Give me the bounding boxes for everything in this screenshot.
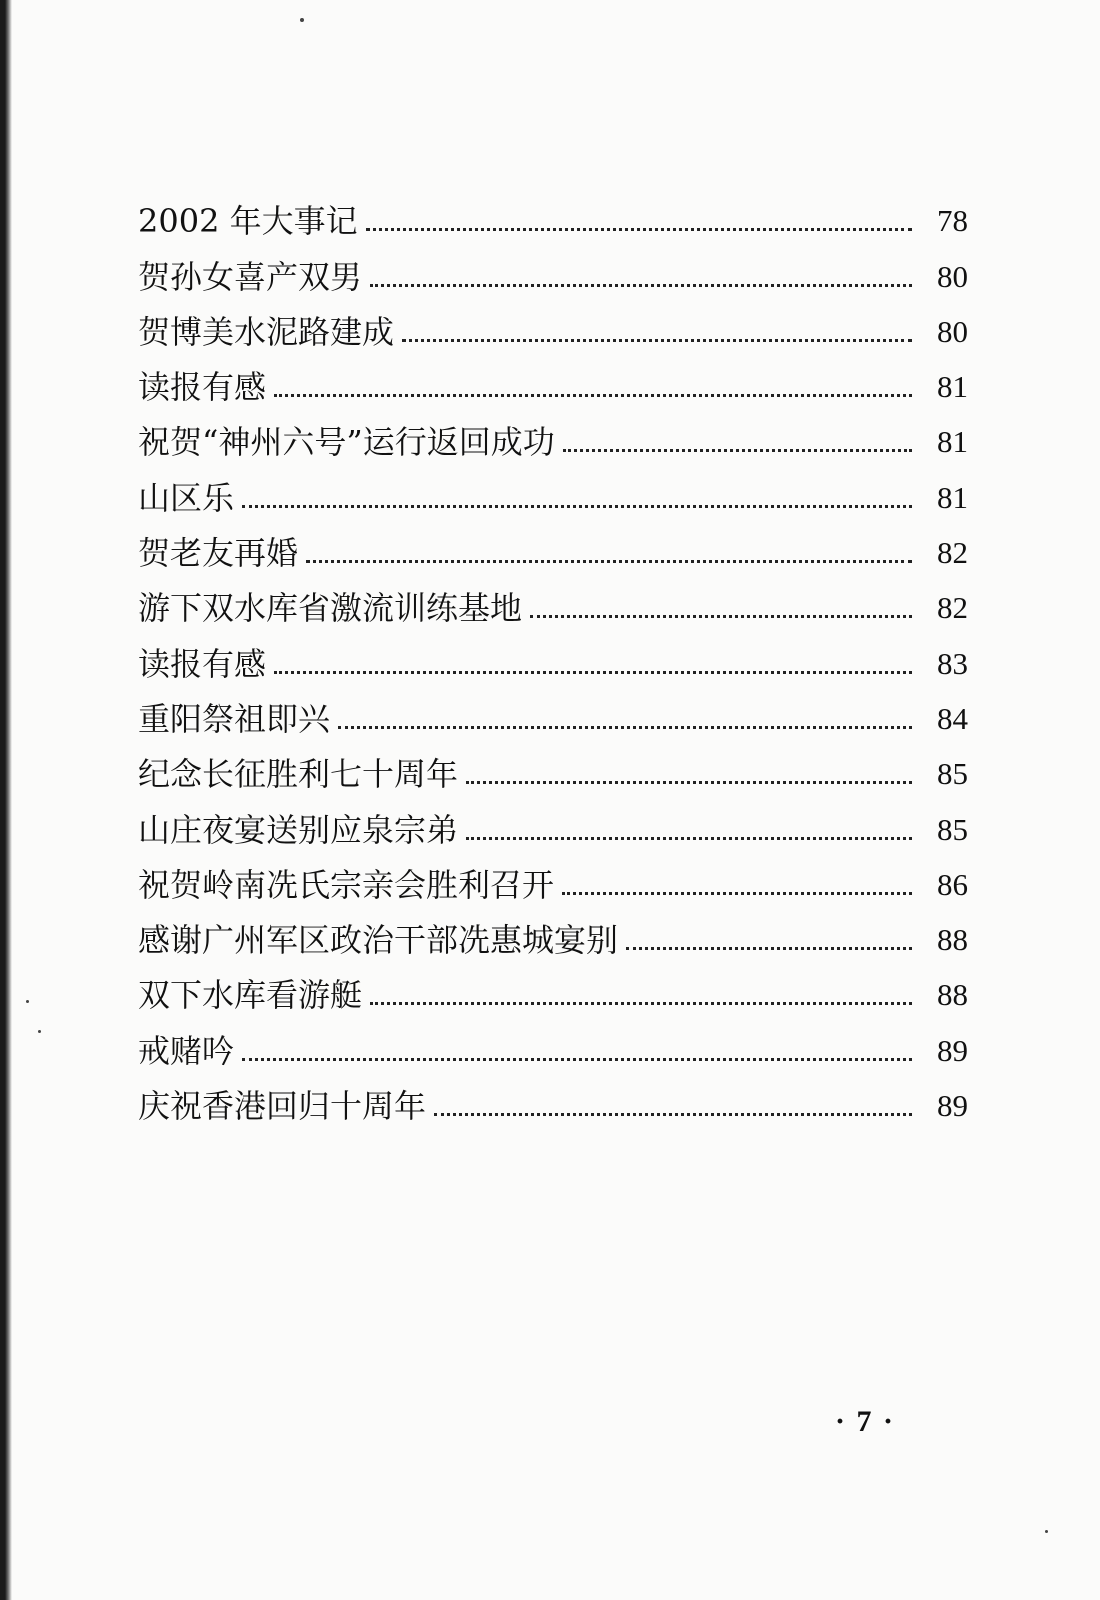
toc-entry-title: 贺老友再婚 — [138, 534, 299, 573]
toc-dot-leader — [466, 781, 912, 784]
toc-entry — [138, 241, 968, 296]
toc-dot-leader — [402, 339, 912, 342]
toc-dot-leader — [306, 560, 912, 563]
toc-entry-page: 80 — [937, 313, 968, 349]
toc-entry — [138, 297, 968, 352]
toc-dot-leader — [563, 449, 912, 452]
toc-entry-title: 双下水库看游艇 — [138, 976, 363, 1015]
scan-speck — [300, 18, 304, 22]
table-of-contents — [138, 186, 968, 1126]
toc-entry — [138, 794, 968, 849]
toc-entry — [138, 628, 968, 683]
toc-entry-page: 81 — [937, 369, 968, 405]
toc-entry-title: 重阳祭祖即兴 — [138, 699, 331, 738]
toc-entry-title: 祝贺岭南冼氏宗亲会胜利召开 — [138, 865, 555, 904]
toc-entry-title: 游下双水库省激流训练基地 — [138, 589, 523, 628]
scan-speck — [38, 1030, 41, 1033]
toc-dot-leader — [366, 228, 912, 231]
toc-dot-leader — [466, 837, 912, 840]
toc-dot-leader — [434, 1113, 912, 1116]
toc-entry-page: 80 — [937, 258, 968, 294]
toc-entry-title: 庆祝香港回归十周年 — [138, 1087, 427, 1126]
toc-entry-page: 82 — [937, 590, 968, 626]
toc-dot-leader — [562, 892, 912, 895]
toc-entry — [138, 462, 968, 517]
toc-dot-leader — [338, 726, 912, 729]
toc-entry-page: 88 — [937, 922, 968, 958]
toc-entry — [138, 1071, 968, 1126]
toc-dot-leader — [274, 394, 912, 397]
toc-entry — [138, 905, 968, 960]
toc-entry — [138, 186, 968, 241]
toc-entry-page: 83 — [937, 645, 968, 681]
toc-entry-page: 84 — [937, 700, 968, 736]
toc-entry-title: 山区乐 — [138, 478, 235, 517]
toc-dot-leader — [242, 505, 912, 508]
toc-entry-page: 86 — [937, 866, 968, 902]
toc-dot-leader — [370, 284, 912, 287]
toc-entry-page: 81 — [937, 424, 968, 460]
toc-entry-title: 贺孙女喜产双男 — [138, 257, 363, 296]
scan-speck — [1045, 1530, 1048, 1533]
toc-entry-title: 山庄夜宴送别应泉宗弟 — [138, 810, 459, 849]
toc-entry-page: 88 — [937, 977, 968, 1013]
toc-entry-title: 读报有感 — [138, 368, 267, 407]
toc-entry — [138, 684, 968, 739]
toc-entry-title: 2002 年大事记 — [138, 202, 358, 241]
toc-entry — [138, 1015, 968, 1070]
toc-entry — [138, 850, 968, 905]
toc-entry-page: 81 — [937, 479, 968, 515]
toc-entry-title: 贺博美水泥路建成 — [138, 312, 395, 351]
toc-entry-title: 祝贺“神州六号”运行返回成功 — [138, 423, 555, 462]
toc-entry-title: 感谢广州军区政治干部冼惠城宴别 — [138, 921, 619, 960]
toc-entry — [138, 739, 968, 794]
toc-dot-leader — [626, 947, 912, 950]
toc-entry-page: 82 — [937, 535, 968, 571]
toc-entry-title: 读报有感 — [138, 644, 267, 683]
footer-page-number: · 7 · — [834, 1405, 895, 1438]
toc-entry-title: 纪念长征胜利七十周年 — [138, 755, 459, 794]
toc-entry — [138, 352, 968, 407]
toc-entry-page: 85 — [937, 756, 968, 792]
scan-speck — [26, 1000, 29, 1003]
toc-entry-page: 89 — [937, 1088, 968, 1124]
toc-dot-leader — [242, 1058, 912, 1061]
toc-entry — [138, 518, 968, 573]
toc-dot-leader — [530, 615, 912, 618]
toc-dot-leader — [370, 1002, 912, 1005]
toc-entry — [138, 407, 968, 462]
scan-left-edge — [0, 0, 12, 1600]
toc-entry — [138, 573, 968, 628]
toc-entry — [138, 960, 968, 1015]
toc-entry-page: 78 — [937, 203, 968, 239]
toc-entry-title: 戒赌吟 — [138, 1031, 235, 1070]
toc-entry-page: 89 — [937, 1032, 968, 1068]
toc-dot-leader — [274, 671, 912, 674]
toc-entry-page: 85 — [937, 811, 968, 847]
